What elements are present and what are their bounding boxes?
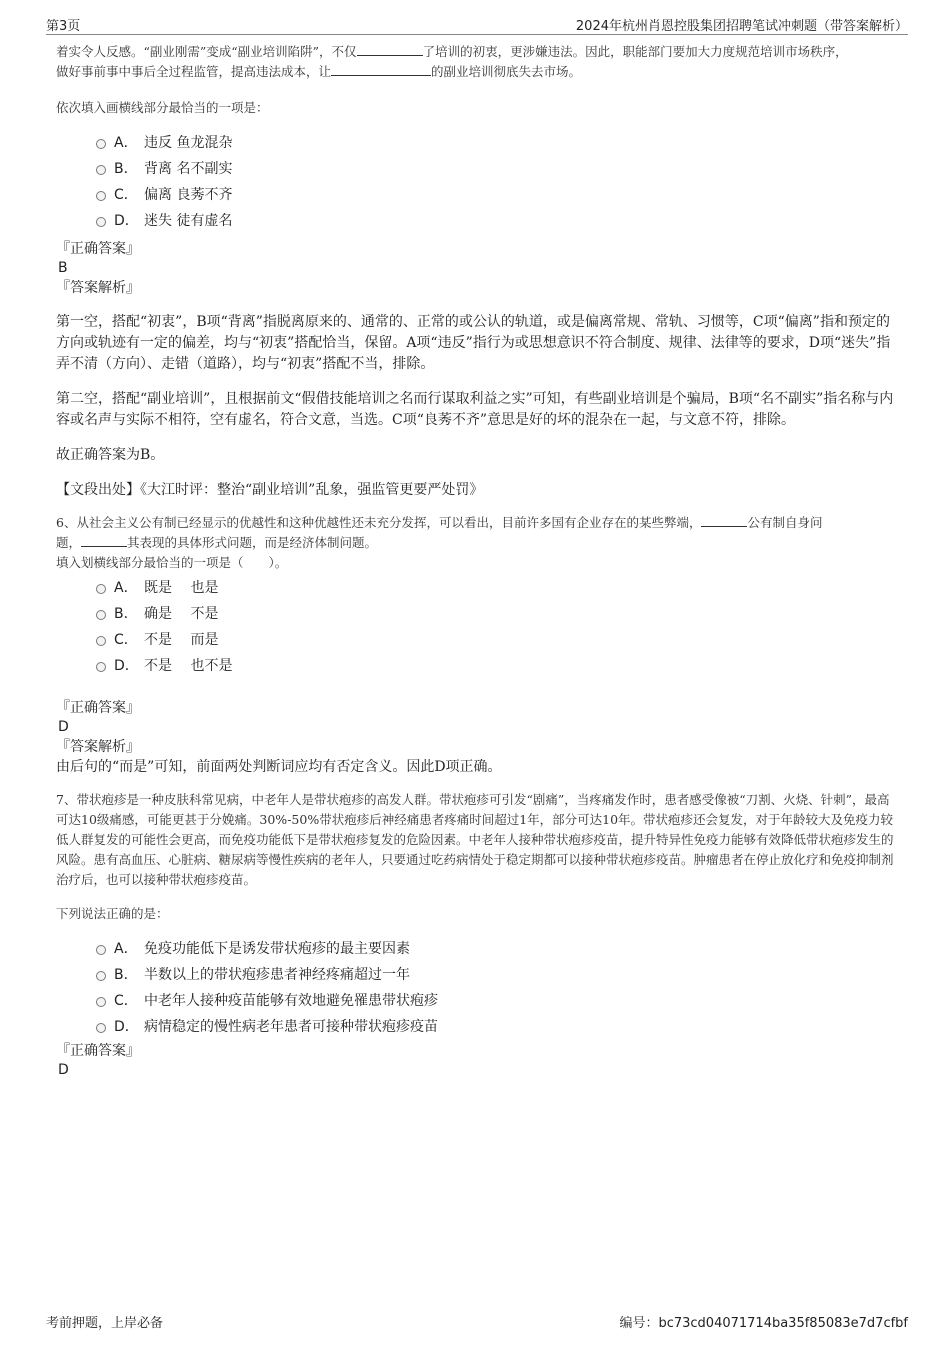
radio-icon[interactable] xyxy=(96,636,106,646)
q6-answer: D xyxy=(58,719,69,735)
radio-icon[interactable] xyxy=(96,945,106,955)
q7-prompt: 下列说法正确的是： xyxy=(56,906,169,921)
q5-answer: B xyxy=(58,260,68,276)
option-letter: C． xyxy=(114,632,138,648)
q6-analysis-label: 『答案解析』 xyxy=(56,739,140,755)
option-text: 违反 鱼龙混杂 xyxy=(144,135,233,151)
q5-option-c[interactable] xyxy=(56,182,898,208)
radio-icon[interactable] xyxy=(96,610,106,620)
option-letter: D． xyxy=(114,213,139,229)
page-content xyxy=(56,42,898,1079)
q5-answer-label: 『正确答案』 xyxy=(56,241,140,257)
q6-prompt: 填入划横线部分最恰当的一项是（ ）。 xyxy=(56,555,288,570)
option-text: 病情稳定的慢性病老年患者可接种带状疱疹疫苗 xyxy=(144,1019,438,1035)
option-text: 中老年人接种疫苗能够有效地避免罹患带状疱疹 xyxy=(144,993,438,1009)
footer-slogan: 考前押题，上岸必备 xyxy=(46,1316,164,1331)
q5-option-b[interactable] xyxy=(56,156,898,182)
q6-stem-text: 其表现的具体形式问题，而是经济体制问题。 xyxy=(127,535,378,550)
option-text: 偏离 良莠不齐 xyxy=(144,187,233,203)
option-letter: B． xyxy=(114,606,138,622)
option-text: 不是 也不是 xyxy=(144,658,233,674)
q5-option-d[interactable] xyxy=(56,208,898,234)
q5-source: 【文段出处】《大江时评：整治“副业培训”乱象，强监管更要严处罚》 xyxy=(56,482,484,498)
option-text: 确是 不是 xyxy=(144,606,219,622)
q7-stem: 7、带状疱疹是一种皮肤科常见病，中老年人是带状疱疹的高发人群。带状疱疹可引发“剧痛”，当疼痛发作时，患者感受像被“刀割、火烧、针刺”，最高可达10级痛感，可能更甚于分娩痛。30%-50%带状疱疹后神经痛患者疼痛时间超过1年，部分可达10年。带状疱疹还会复发，对于年龄较大及免疫力较低人群复发的可能性会更高，而免疫功能低下是带状疱疹复发的危险因素。中老年人接种带状疱疹疫苗，提升特异性免疫力能够有效降低带状疱疹发生的风险。患有高血压、心脏病、糖尿病等慢性疾病的老年人，只要通过吃药病情处于稳定期都可以接种带状疱疹疫苗。肿瘤患者在停止放化疗和免疫抑制剂治疗后，也可以接种带状疱疹疫苗。 xyxy=(56,792,894,887)
q6-answer-label: 『正确答案』 xyxy=(56,700,140,716)
radio-icon[interactable] xyxy=(96,662,106,672)
q6-option-a[interactable] xyxy=(56,575,898,601)
q6-analysis: 由后句的“而是”可知，前面两处判断词应均有否定含义。因此D项正确。 xyxy=(56,759,502,775)
q5-blank-2 xyxy=(331,62,431,76)
radio-icon[interactable] xyxy=(96,997,106,1007)
q7-option-a[interactable] xyxy=(56,936,898,962)
q5-passage-text: 了培训的初衷，更涉嫌违法。因此，职能部门要加大力度规范培训市场秩序， xyxy=(422,44,848,59)
radio-icon[interactable] xyxy=(96,217,106,227)
q6-option-d[interactable] xyxy=(56,653,898,679)
q5-option-a[interactable] xyxy=(56,130,898,156)
q5-analysis-label: 『答案解析』 xyxy=(56,280,140,296)
radio-icon[interactable] xyxy=(96,971,106,981)
q7-option-c[interactable] xyxy=(56,988,898,1014)
document-title: 2024年杭州肖恩控股集团招聘笔试冲刺题（带答案解析） xyxy=(575,19,908,34)
q6-stem-text: 公有制自身问 xyxy=(747,515,823,530)
radio-icon[interactable] xyxy=(96,165,106,175)
option-letter: B． xyxy=(114,967,138,983)
option-letter: A． xyxy=(114,135,138,151)
q6-blank-1 xyxy=(701,513,747,527)
q7-option-b[interactable] xyxy=(56,962,898,988)
option-letter: B． xyxy=(114,161,138,177)
radio-icon[interactable] xyxy=(96,584,106,594)
page-number: 第3页 xyxy=(46,19,81,34)
q5-blank-1 xyxy=(357,42,423,56)
q5-passage-text: 的副业培训彻底失去市场。 xyxy=(431,64,582,79)
q6-option-b[interactable] xyxy=(56,601,898,627)
q6-stem-text: 6、从社会主义公有制已经显示的优越性和这种优越性还未充分发挥，可以看出，目前许多国有企业存在的某些弊端， xyxy=(56,515,702,530)
option-letter: A． xyxy=(114,941,138,957)
q6-options xyxy=(56,575,898,679)
page-header xyxy=(46,14,908,35)
q6-option-c[interactable] xyxy=(56,627,898,653)
q5-options xyxy=(56,130,898,234)
q7-answer: D xyxy=(58,1062,69,1078)
option-letter: C． xyxy=(114,993,138,1009)
option-text: 既是 也是 xyxy=(144,580,219,596)
q7-option-d[interactable] xyxy=(56,1014,898,1040)
footer-doc-id: 编号：bc73cd04071714ba35f85083e7d7cfbf xyxy=(619,1316,908,1331)
q6-stem-text: 题， xyxy=(56,535,82,550)
q5-analysis-2: 第二空，搭配“副业培训”，且根据前文“假借技能培训之名而行谋取利益之实”可知，有些副业培训是个骗局，B项“名不副实”指名称与内容或名声与实际不相符，空有虚名，符合文意，当选。C项“良莠不齐”意思是好的坏的混杂在一起，与文意不符，排除。 xyxy=(56,391,894,428)
q5-conclusion: 故正确答案为B。 xyxy=(56,447,165,463)
option-letter: C． xyxy=(114,187,138,203)
option-letter: D． xyxy=(114,1019,139,1035)
q5-prompt: 依次填入画横线部分最恰当的一项是： xyxy=(56,100,269,115)
option-text: 背离 名不副实 xyxy=(144,161,233,177)
option-letter: D． xyxy=(114,658,139,674)
option-letter: A． xyxy=(114,580,138,596)
q6-stem xyxy=(56,513,898,553)
q6-blank-2 xyxy=(81,533,127,547)
radio-icon[interactable] xyxy=(96,191,106,201)
radio-icon[interactable] xyxy=(96,1023,106,1033)
option-text: 迷失 徒有虚名 xyxy=(144,213,233,229)
radio-icon[interactable] xyxy=(96,139,106,149)
q7-options xyxy=(56,936,898,1040)
q5-passage xyxy=(56,42,898,82)
option-text: 不是 而是 xyxy=(144,632,219,648)
q7-answer-label: 『正确答案』 xyxy=(56,1043,140,1059)
q5-analysis-1: 第一空，搭配“初衷”，B项“背离”指脱离原来的、通常的、正常的或公认的轨道，或是偏离常规、常轨、习惯等，C项“偏离”指和预定的方向或轨迹有一定的偏差，均与“初衷”搭配恰当，保留。A项“违反”指行为或思想意识不符合制度、规律、法律等的要求，D项“迷失”指弄不清（方向）、走错（道路），均与“初衷”搭配不当，排除。 xyxy=(56,314,891,372)
option-text: 半数以上的带状疱疹患者神经疼痛超过一年 xyxy=(144,967,410,983)
option-text: 免疫功能低下是诱发带状疱疹的最主要因素 xyxy=(144,941,410,957)
q5-passage-text: 做好事前事中事后全过程监管，提高违法成本，让 xyxy=(56,64,332,79)
q5-passage-text: 着实令人反感。“副业刚需”变成“副业培训陷阱”，不仅 xyxy=(56,44,357,59)
